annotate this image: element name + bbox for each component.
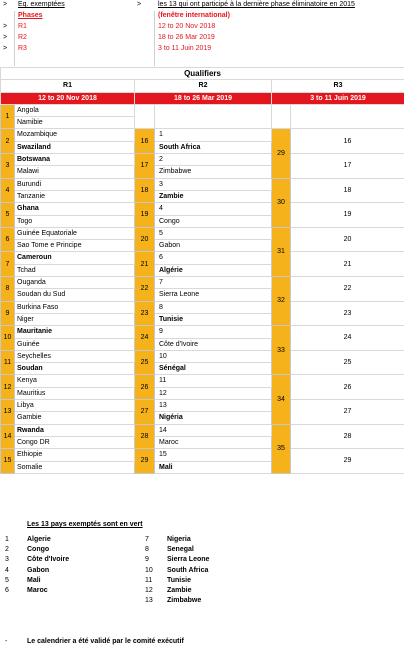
r1-match-number: 6 <box>1 227 15 252</box>
round-dates: 3 to 11 Juin 2019 <box>272 92 404 104</box>
exempt-number: 5 <box>5 576 9 584</box>
round-header: R2 <box>135 80 272 92</box>
r1-team: Cameroun <box>15 252 135 264</box>
exempt-number: 9 <box>145 556 149 564</box>
table-row <box>1 203 404 215</box>
r2-entry: Zimbabwe <box>155 166 272 178</box>
exempt-country: Maroc <box>27 587 48 594</box>
r2-entry: Congo <box>155 215 272 227</box>
header-row-r1 <box>0 22 404 33</box>
r2-match-number: 26 <box>135 375 155 400</box>
r2-entry: Algérie <box>155 264 272 276</box>
r2-match-number: 21 <box>135 252 155 277</box>
exempt-country: Algerie <box>27 536 51 543</box>
r1-match-number: 2 <box>1 129 15 154</box>
r1-team: Libya <box>15 400 135 412</box>
r3-match-number: 31 <box>272 227 291 276</box>
r1-match-number: 8 <box>1 277 15 302</box>
r3-source-match: 19 <box>291 203 404 228</box>
r3-match-number: 35 <box>272 424 291 473</box>
r2-entry: 5 <box>155 227 272 239</box>
r3-source-match: 28 <box>291 424 404 449</box>
r1-team: Rwanda <box>15 424 135 436</box>
r2-match-number: 20 <box>135 227 155 252</box>
footer-note: Le calendrier a été validé par le comité exécutif <box>27 638 184 645</box>
r1-team: Niger <box>15 313 135 325</box>
r2-match-number: 27 <box>135 400 155 425</box>
r1-match-number: 15 <box>1 449 15 474</box>
r3-source-match: 22 <box>291 277 404 302</box>
exempt-number: 12 <box>145 587 153 594</box>
phases-window-label: (fenêtre international) <box>158 12 230 19</box>
r2-entry: 10 <box>155 350 272 362</box>
r1-team: Mauritius <box>15 387 135 399</box>
r1-team: Malawi <box>15 166 135 178</box>
r2-entry: South Africa <box>155 141 272 153</box>
r2-entry: Gabon <box>155 240 272 252</box>
r2-match-number: 23 <box>135 301 155 326</box>
exempt-country: Mali <box>27 576 41 584</box>
r2-entry: Tunisie <box>155 313 272 325</box>
r2-entry: 3 <box>155 178 272 190</box>
r1-team: Burundi <box>15 178 135 190</box>
r2-entry: 12 <box>155 387 272 399</box>
exempt-country: Côte d'Ivoire <box>27 556 70 564</box>
r1-match-number: 5 <box>1 203 15 228</box>
r2-entry: Sierra Leone <box>155 289 272 301</box>
r2-match-number: 18 <box>135 178 155 203</box>
r2-match-number: 17 <box>135 154 155 179</box>
r1-match-number: 4 <box>1 178 15 203</box>
r1-team: Mozambique <box>15 129 135 141</box>
r2-match-number: 29 <box>135 449 155 474</box>
r1-team: Namibie <box>15 117 135 129</box>
r1-team: Tanzanie <box>15 190 135 202</box>
r1-team: Soudan <box>15 363 135 375</box>
r3-source-match: 27 <box>291 400 404 425</box>
r1-team: Soudan du Sud <box>15 289 135 301</box>
phase-name: R1 <box>18 23 27 30</box>
round-dates: 12 to 20 Nov 2018 <box>1 92 135 104</box>
header-row-exempt <box>0 0 404 11</box>
r2-entry: 9 <box>155 326 272 338</box>
table-row <box>1 400 404 412</box>
round-header: R1 <box>1 80 135 92</box>
r3-blank <box>291 104 404 129</box>
exempt-country: Nigeria <box>167 536 191 543</box>
r2-blank <box>155 104 272 129</box>
r2-entry: 15 <box>155 449 272 461</box>
r2-entry: Côte d'Ivoire <box>155 338 272 350</box>
header-row-phases <box>0 11 404 22</box>
exempt-number: 3 <box>5 556 9 564</box>
r1-team: Guinée Equatoriale <box>15 227 135 239</box>
r3-source-match: 23 <box>291 301 404 326</box>
exempt-country: Zambie <box>167 587 192 594</box>
r1-match-number: 14 <box>1 424 15 449</box>
r3-source-match: 25 <box>291 350 404 375</box>
r1-team: Kenya <box>15 375 135 387</box>
r3-match-number: 29 <box>272 129 291 178</box>
r2-entry: Mali <box>155 461 272 473</box>
table-row <box>1 154 404 166</box>
r1-team: Ouganda <box>15 277 135 289</box>
r2-entry: 7 <box>155 277 272 289</box>
r2-match-number: 25 <box>135 350 155 375</box>
r2-entry: Zambie <box>155 190 272 202</box>
row-marker: > <box>3 23 8 30</box>
table-row <box>1 449 404 461</box>
r1-match-number: 3 <box>1 154 15 179</box>
r1-team: Tchad <box>15 264 135 276</box>
r3-source-match: 29 <box>291 449 404 474</box>
footer-marker: - <box>5 638 8 645</box>
exempt-number: 4 <box>5 566 9 574</box>
r1-team: Mauritanie <box>15 326 135 338</box>
qualifiers-table <box>0 67 404 474</box>
table-row <box>1 104 404 116</box>
phase-dates: 18 to 26 Mar 2019 <box>158 34 215 41</box>
header-row-r3 <box>0 44 404 55</box>
header-row-r2 <box>0 33 404 44</box>
exempt-number: 8 <box>145 546 149 554</box>
r3-match-number: 30 <box>272 178 291 227</box>
r2-entry: 13 <box>155 400 272 412</box>
exempt-number: 7 <box>145 536 149 543</box>
r3-blank <box>272 104 291 129</box>
r3-match-number: 32 <box>272 277 291 326</box>
r2-entry: 14 <box>155 424 272 436</box>
header-divider <box>154 11 155 66</box>
r3-source-match: 20 <box>291 227 404 252</box>
r1-match-number: 12 <box>1 375 15 400</box>
r2-match-number: 19 <box>135 203 155 228</box>
exempt-title: Les 13 pays exemptés sont en vert <box>27 521 143 528</box>
r1-match-number: 9 <box>1 301 15 326</box>
exempt-country: Senegal <box>167 546 194 554</box>
r1-team: Sao Tome e Principe <box>15 240 135 252</box>
r2-match-number: 16 <box>135 129 155 154</box>
table-row <box>1 424 404 436</box>
r2-match-number: 24 <box>135 326 155 351</box>
r1-team: Ghana <box>15 203 135 215</box>
r2-entry: Nigéria <box>155 412 272 424</box>
r2-entry: 6 <box>155 252 272 264</box>
r1-team: Burkina Faso <box>15 301 135 313</box>
row-marker: > <box>3 1 8 8</box>
r3-source-match: 21 <box>291 252 404 277</box>
r1-match-number: 1 <box>1 104 15 129</box>
r1-team: Togo <box>15 215 135 227</box>
exempt-number: 10 <box>145 566 153 574</box>
r1-team: Congo DR <box>15 436 135 448</box>
table-row <box>1 375 404 387</box>
r1-team: Guinée <box>15 338 135 350</box>
exempt-country: Zimbabwe <box>167 597 202 605</box>
r2-entry: Sénégal <box>155 363 272 375</box>
r2-entry: 2 <box>155 154 272 166</box>
round-dates: 18 to 26 Mar 2019 <box>135 92 272 104</box>
r3-match-number: 33 <box>272 326 291 375</box>
phase-name: R3 <box>18 45 27 52</box>
table-row <box>1 227 404 239</box>
header-divider <box>14 11 15 66</box>
round-header: R3 <box>272 80 404 92</box>
r1-match-number: 7 <box>1 252 15 277</box>
exempt-description: les 13 qui ont participé à la dernière phase éliminatoire en 2015 <box>158 1 355 8</box>
exempt-country: Sierra Leone <box>167 556 210 564</box>
r3-source-match: 18 <box>291 178 404 203</box>
r1-team: Botswana <box>15 154 135 166</box>
r3-source-match: 17 <box>291 154 404 179</box>
r2-entry: 1 <box>155 129 272 141</box>
exempt-country: Congo <box>27 546 50 554</box>
table-row <box>1 326 404 338</box>
r1-team: Ethiopie <box>15 449 135 461</box>
table-row <box>1 252 404 264</box>
table-row <box>1 178 404 190</box>
row-marker: > <box>137 1 142 8</box>
exempt-country: South Africa <box>167 566 209 574</box>
r1-team: Angola <box>15 104 135 116</box>
exempt-number: 1 <box>5 536 9 543</box>
r2-match-number: 22 <box>135 277 155 302</box>
r1-match-number: 13 <box>1 400 15 425</box>
table-row <box>1 350 404 362</box>
exempt-country: Tunisie <box>167 576 191 584</box>
exempt-number: 13 <box>145 597 153 605</box>
phases-label: Phases <box>18 12 43 19</box>
r2-entry: 4 <box>155 203 272 215</box>
r3-match-number: 34 <box>272 375 291 424</box>
row-marker: > <box>3 34 8 41</box>
r1-team: Gambie <box>15 412 135 424</box>
r2-blank <box>135 104 155 129</box>
r2-entry: 11 <box>155 375 272 387</box>
phase-dates: 12 to 20 Nov 2018 <box>158 23 216 30</box>
r1-match-number: 10 <box>1 326 15 351</box>
table-row <box>1 129 404 141</box>
r2-entry: Maroc <box>155 436 272 448</box>
r3-source-match: 16 <box>291 129 404 154</box>
r3-source-match: 24 <box>291 326 404 351</box>
r1-match-number: 11 <box>1 350 15 375</box>
row-marker: > <box>3 45 8 52</box>
r1-team: Somalie <box>15 461 135 473</box>
exempt-number: 11 <box>145 576 153 584</box>
r1-team: Seychelles <box>15 350 135 362</box>
exempt-label: Eq. exemptées <box>18 1 65 8</box>
r3-source-match: 26 <box>291 375 404 400</box>
exempt-number: 6 <box>5 587 9 594</box>
exempt-country: Gabon <box>27 566 50 574</box>
exempt-number: 2 <box>5 546 9 554</box>
phase-dates: 3 to 11 Juin 2019 <box>158 45 212 52</box>
phase-name: R2 <box>18 34 27 41</box>
table-row <box>1 277 404 289</box>
r2-match-number: 28 <box>135 424 155 449</box>
qualifiers-title: Qualifiers <box>1 68 404 80</box>
r2-entry: 8 <box>155 301 272 313</box>
r1-team: Swaziland <box>15 141 135 153</box>
table-row <box>1 301 404 313</box>
